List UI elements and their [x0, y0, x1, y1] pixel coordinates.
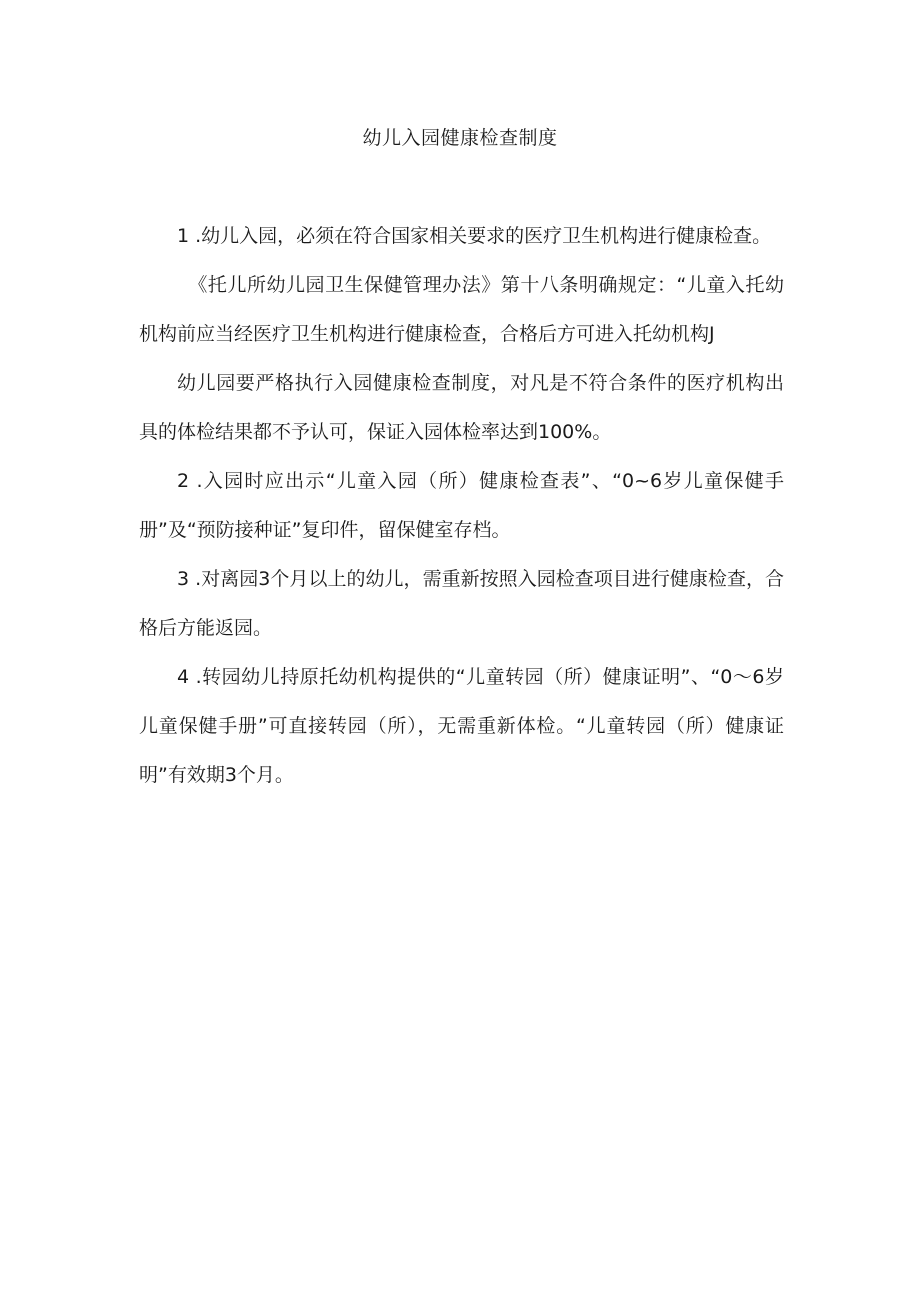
document-title: 幼儿入园健康检查制度	[362, 127, 558, 149]
paragraph-rule-4: 4 .转园幼儿持原托幼机构提供的“儿童转园（所）健康证明”、“0～6岁儿童保健手册”可直接转园（所），无需重新体检。“儿童转园（所）健康证明”有效期3个月。	[139, 666, 784, 786]
paragraph-rule-1: 1 .幼儿入园，必须在符合国家相关要求的医疗卫生机构进行健康检查。	[177, 225, 772, 247]
paragraph-regulation-quote: 《托儿所幼儿园卫生保健管理办法》第十八条明确规定：“儿童入托幼机构前应当经医疗卫生机构进行健康检查，合格后方可进入托幼机构J	[139, 274, 784, 345]
paragraph-strict-enforcement: 幼儿园要严格执行入园健康检查制度，对凡是不符合条件的医疗机构出具的体检结果都不予认可，保证入园体检率达到100%。	[139, 372, 784, 443]
document-body	[139, 212, 784, 800]
paragraph-rule-3: 3 .对离园3个月以上的幼儿，需重新按照入园检查项目进行健康检查，合格后方能返园。	[139, 568, 784, 639]
paragraph-rule-2: 2 .入园时应出示“儿童入园（所）健康检查表”、“0~6岁儿童保健手册”及“预防接种证”复印件，留保健室存档。	[139, 470, 784, 541]
